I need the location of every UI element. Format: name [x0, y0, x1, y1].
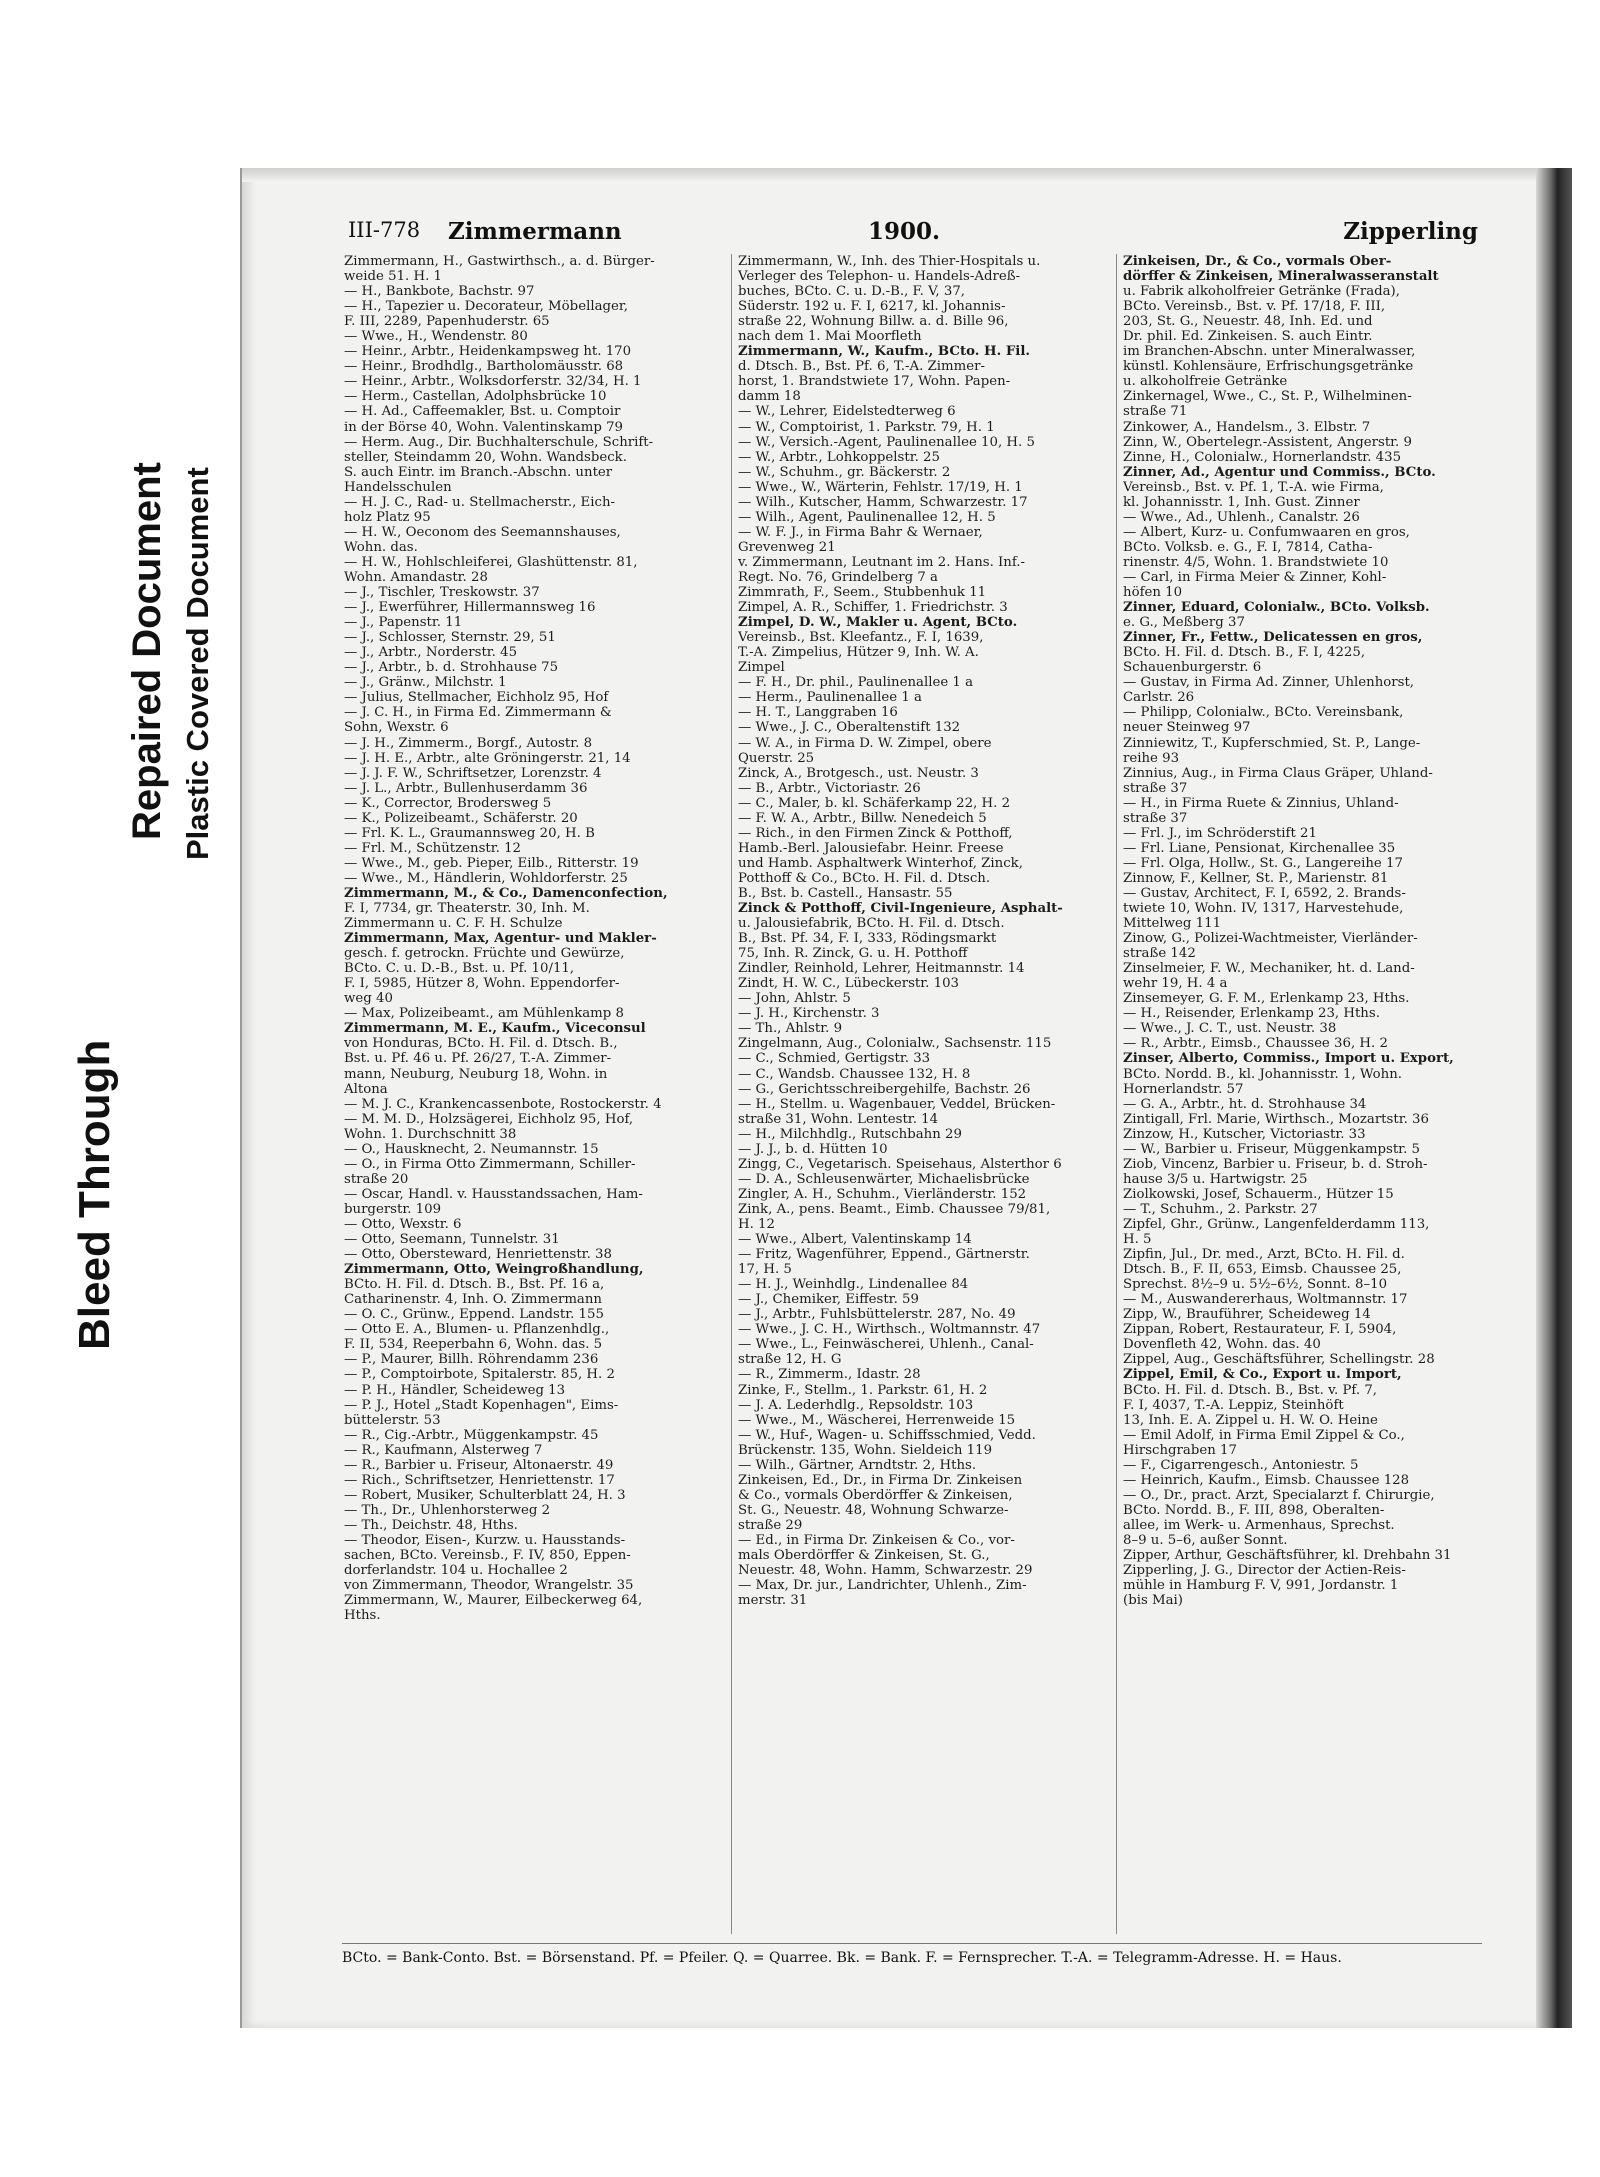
directory-entry-line: Mittelweg 111 — [1123, 916, 1222, 932]
directory-entry-line: — Oscar, Handl. v. Hausstandssachen, Ham- — [344, 1186, 643, 1202]
directory-entry-line: — G. A., Arbtr., ht. d. Strohhause 34 — [1123, 1096, 1367, 1112]
directory-entry-line: — H. J., Weinhdlg., Lindenallee 84 — [738, 1277, 969, 1293]
directory-entry-line: Zimmermann, H., Gastwirthsch., a. d. Bürger- — [344, 254, 655, 269]
directory-entry-line: Dovenfleth 42, Wohn. das. 40 — [1123, 1337, 1321, 1353]
directory-entry-line: Zinniewitz, T., Kupferschmied, St. P., Lange- — [1123, 735, 1421, 751]
directory-entry-line: — Max, Dr. jur., Landrichter, Uhlenh., Zim- — [738, 1578, 1027, 1594]
directory-entry-line: Zinke, F., Stellm., 1. Parkstr. 61, H. 2 — [738, 1382, 988, 1398]
directory-entry-line: Schauenburgerstr. 6 — [1123, 660, 1262, 676]
directory-entry-line: — W., Versich.-Agent, Paulinenallee 10, H. 5 — [738, 434, 1035, 450]
directory-entry-line: Zinck & Potthoff, Civil-Ingenieure, Asphalt- — [738, 901, 1063, 917]
directory-entry-line: Grevenweg 21 — [738, 539, 836, 555]
directory-entry-line: — Wwe., M., geb. Pieper, Eilb., Ritterstr. 19 — [344, 855, 639, 871]
directory-entry-line: Hornerlandstr. 57 — [1123, 1081, 1244, 1097]
directory-entry-line: Vereinsb., Bst. v. Pf. 1, T.-A. wie Firma, — [1123, 479, 1384, 495]
directory-entry-line: Zinow, G., Polizei-Wachtmeister, Vierländer- — [1123, 931, 1418, 947]
directory-entry-line: — K., Corrector, Brodersweg 5 — [344, 795, 552, 811]
directory-entry-line: — H. W., Oeconom des Seemannshauses, — [344, 524, 621, 540]
directory-entry-line: Zinn, W., Obertelegr.-Assistent, Angerstr. 9 — [1123, 434, 1412, 450]
directory-entry-line: — W. A., in Firma D. W. Zimpel, obere — [738, 735, 992, 751]
directory-entry-line: — Max, Polizeibeamt., am Mühlenkamp 8 — [344, 1006, 624, 1022]
directory-entry-line: F. I, 7734, gr. Theaterstr. 30, Inh. M. — [344, 901, 590, 917]
directory-entry-line: gesch. f. getrockn. Früchte und Gewürze, — [344, 946, 625, 962]
directory-entry-line: — Th., Dr., Uhlenhorsterweg 2 — [344, 1502, 551, 1518]
directory-entry-line: — H., Tapezier u. Decorateur, Möbellager, — [344, 299, 628, 315]
directory-entry-line: Zinck, A., Brotgesch., ust. Neustr. 3 — [738, 765, 979, 781]
directory-entry-line: Zindler, Reinhold, Lehrer, Heitmannstr. 14 — [738, 961, 1025, 977]
directory-entry-line: und Hamb. Asphaltwerk Winterhof, Zinck, — [738, 855, 1023, 871]
directory-entry-line: Zimmrath, F., Seem., Stubbenhuk 11 — [738, 585, 987, 601]
directory-entry-line: — R., Zimmerm., Idastr. 28 — [738, 1367, 921, 1383]
directory-entry-line: mühle in Hamburg F. V, 991, Jordanstr. 1 — [1123, 1578, 1399, 1594]
directory-entry-line: Zinkernagel, Wwe., C., St. P., Wilhelminen- — [1123, 389, 1412, 405]
directory-columns — [344, 254, 1484, 1934]
directory-entry-line: — H., Bankbote, Bachstr. 97 — [344, 284, 535, 300]
directory-entry-line: büttelerstr. 53 — [344, 1412, 441, 1428]
directory-entry-line: — Wwe., J. C., Oberaltenstift 132 — [738, 720, 961, 736]
directory-entry-line: Zinnius, Aug., in Firma Claus Gräper, Uhland- — [1123, 765, 1433, 781]
directory-entry-line: Catharinenstr. 4, Inh. O. Zimmermann — [344, 1292, 602, 1308]
directory-entry-line: — Julius, Stellmacher, Eichholz 95, Hof — [344, 690, 609, 706]
directory-entry-line: — Heinr., Arbtr., Wolksdorferstr. 32/34, H. 1 — [344, 374, 642, 390]
header-right-word: Zipperling — [1343, 218, 1478, 245]
directory-entry-line: — J. H., Kirchenstr. 3 — [738, 1006, 880, 1022]
page-binding-edge — [1536, 168, 1572, 2028]
directory-entry-line: straße 31, Wohn. Lentestr. 14 — [738, 1111, 939, 1127]
directory-entry-line: Sohn, Wexstr. 6 — [344, 720, 449, 736]
directory-entry-line: — J. L., Arbtr., Bullenhuserdamm 36 — [344, 780, 588, 796]
directory-entry-line: — Otto, Obersteward, Henriettenstr. 38 — [344, 1247, 612, 1263]
directory-entry-line: — Herm., Paulinenallee 1 a — [738, 690, 922, 706]
directory-entry-line: B., Bst. b. Castell., Hansastr. 55 — [738, 885, 953, 901]
directory-entry-line: — Frl. M., Schützenstr. 12 — [344, 840, 522, 856]
directory-entry-line: — Gustav, Architect, F. I, 6592, 2. Brands- — [1123, 885, 1406, 901]
directory-entry-line: — W., Lehrer, Eidelstedterweg 6 — [738, 404, 956, 420]
directory-entry-line: — Wwe., L., Feinwäscherei, Uhlenh., Canal- — [738, 1337, 1034, 1353]
directory-entry-line: — Gustav, in Firma Ad. Zinner, Uhlenhorst, — [1123, 675, 1415, 691]
directory-entry-line: v. Zimmermann, Leutnant im 2. Hans. Inf.- — [738, 554, 1026, 570]
directory-entry-line: Zinner, Fr., Fettw., Delicatessen en gros, — [1123, 630, 1423, 646]
directory-entry-line: — H. W., Hohlschleiferei, Glashüttenstr. 81, — [344, 554, 638, 570]
directory-entry-line: Dtsch. B., F. II, 653, Eimsb. Chaussee 25, — [1123, 1262, 1402, 1278]
directory-entry-line: Brückenstr. 135, Wohn. Sieldeich 119 — [738, 1442, 993, 1458]
directory-entry-line: — J., Schlosser, Sternstr. 29, 51 — [344, 630, 556, 646]
directory-entry-line: damm 18 — [738, 389, 801, 405]
directory-entry-line: — Wwe., Ad., Uhlenh., Canalstr. 26 — [1123, 509, 1360, 525]
directory-entry-line: — Rich., in den Firmen Zinck & Potthoff, — [738, 825, 1013, 841]
directory-entry-line: — Frl. J., im Schröderstift 21 — [1123, 825, 1317, 841]
directory-entry-line: Zimpel, A. R., Schiffer, 1. Friedrichstr. 3 — [738, 600, 1008, 616]
directory-entry-line: 203, St. G., Neuestr. 48, Inh. Ed. und — [1123, 314, 1373, 330]
directory-entry-line: — Wilh., Agent, Paulinenallee 12, H. 5 — [738, 509, 996, 525]
directory-entry-line: — Carl, in Firma Meier & Zinner, Kohl- — [1123, 569, 1387, 585]
directory-entry-line: — F. H., Dr. phil., Paulinenallee 1 a — [738, 675, 974, 691]
directory-entry-line: Potthoff & Co., BCto. H. Fil. d. Dtsch. — [738, 870, 991, 886]
directory-entry-line: — Otto E. A., Blumen- u. Pflanzenhdlg., — [344, 1322, 610, 1338]
directory-entry-line: 8–9 u. 5–6, außer Sonnt. — [1123, 1532, 1288, 1548]
directory-entry-line: — J., Arbtr., Fuhlsbüttelerstr. 287, No. 49 — [738, 1307, 1016, 1323]
directory-entry-line: Zimmermann, M. E., Kaufm., Viceconsul — [344, 1021, 646, 1037]
header-year: 1900. — [868, 218, 941, 245]
directory-entry-line: — O., in Firma Otto Zimmermann, Schiller- — [344, 1156, 636, 1172]
directory-entry-line: Zinnow, F., Kellner, St. P., Marienstr. 81 — [1123, 870, 1389, 886]
directory-entry-line: — C., Schmied, Gertigstr. 33 — [738, 1051, 931, 1067]
directory-entry-line: — Wilh., Kutscher, Hamm, Schwarzestr. 17 — [738, 494, 1028, 510]
directory-entry-line: — Philipp, Colonialw., BCto. Vereinsbank, — [1123, 705, 1404, 721]
abbreviation-footer: BCto. = Bank-Conto. Bst. = Börsenstand. Pf. = Pfeiler. Q. = Quarree. Bk. = Bank. F. = Fernsprecher. T.-A. = Telegramm-Adresse. H. = Haus. — [342, 1943, 1482, 1966]
directory-entry-line: hause 3/5 u. Hartwigstr. 25 — [1123, 1171, 1308, 1187]
directory-entry-line: Zingler, A. H., Schuhm., Vierländerstr. 152 — [738, 1186, 1027, 1202]
directory-entry-line: — J. J., b. d. Hütten 10 — [738, 1141, 888, 1157]
directory-entry-line: — Th., Deichstr. 48, Hths. — [344, 1517, 518, 1533]
directory-entry-line: Hths. — [344, 1608, 381, 1624]
directory-entry-line: Wohn. 1. Durchschnitt 38 — [344, 1126, 517, 1142]
directory-entry-line: — Wilh., Gärtner, Arndtstr. 2, Hths. — [738, 1457, 977, 1473]
directory-entry-line: Zippan, Robert, Restaurateur, F. I, 5904, — [1123, 1322, 1397, 1338]
label-repaired-document: Repaired Document — [125, 462, 169, 840]
directory-entry-line: höfen 10 — [1123, 585, 1183, 601]
directory-entry-line: — Otto, Wexstr. 6 — [344, 1217, 462, 1232]
directory-entry-line: Wohn. das. — [344, 539, 418, 555]
directory-entry-line: — H., in Firma Ruete & Zinnius, Uhland- — [1123, 795, 1399, 811]
directory-entry-line: — P., Comptoirbote, Spitalerstr. 85, H. 2 — [344, 1367, 615, 1383]
label-plastic-covered-document: Plastic Covered Document — [180, 467, 215, 860]
directory-entry-line: Regt. No. 76, Grindelberg 7 a — [738, 569, 938, 585]
directory-entry-line: — F. W. A., Arbtr., Billw. Nenedeich 5 — [738, 810, 987, 826]
directory-entry-line: burgerstr. 109 — [344, 1201, 442, 1217]
directory-entry-line: Bst. u. Pf. 46 u. Pf. 26/27, T.-A. Zimmer- — [344, 1051, 612, 1067]
directory-entry-line: sachen, BCto. Vereinsb., F. IV, 850, Eppen- — [344, 1548, 631, 1564]
directory-entry-line: — W., Huf-, Wagen- u. Schiffsschmied, Vedd. — [738, 1427, 1036, 1443]
directory-column-2 — [731, 254, 1098, 1934]
directory-entry-line: BCto. Vereinsb., Bst. v. Pf. 17/18, F. III, — [1123, 299, 1386, 315]
directory-entry-line: — M., Auswandererhaus, Woltmannstr. 17 — [1123, 1292, 1408, 1308]
directory-entry-line: — O., Dr., pract. Arzt, Specialarzt f. Chirurgie, — [1123, 1487, 1435, 1503]
directory-entry-line: 17, H. 5 — [738, 1262, 792, 1278]
directory-entry-line: — J. A. Lederhdlg., Repsoldstr. 103 — [738, 1397, 974, 1413]
directory-entry-line: Zingelmann, Aug., Colonialw., Sachsenstr. 115 — [738, 1036, 1052, 1052]
directory-entry-line: buches, BCto. C. u. D.-B., F. V, 37, — [738, 284, 966, 300]
directory-entry-line: — J. H., Zimmerm., Borgf., Autostr. 8 — [344, 735, 593, 751]
directory-entry-line: — J., Tischler, Treskowstr. 37 — [344, 585, 540, 601]
directory-entry-line: — H., Stellm. u. Wagenbauer, Veddel, Brücken- — [738, 1096, 1056, 1112]
directory-entry-line: — P., Maurer, Billh. Röhrendamm 236 — [344, 1352, 599, 1368]
directory-entry-line: Zintigall, Frl. Marie, Wirthsch., Mozartstr. 36 — [1123, 1111, 1429, 1127]
directory-entry-line: — Th., Ahlstr. 9 — [738, 1021, 843, 1037]
directory-entry-line: — Albert, Kurz- u. Confumwaaren en gros, — [1123, 524, 1410, 540]
directory-entry-line: reihe 93 — [1123, 750, 1180, 766]
directory-entry-line: u. Fabrik alkoholfreier Getränke (Frada), — [1123, 284, 1400, 300]
directory-entry-line: F. II, 534, Reeperbahn 6, Wohn. das. 5 — [344, 1337, 603, 1353]
directory-entry-line: 75, Inh. R. Zinck, G. u. H. Potthoff — [738, 946, 968, 962]
directory-entry-line: S. auch Eintr. im Branch.-Abschn. unter — [344, 464, 613, 480]
directory-entry-line: Carlstr. 26 — [1123, 690, 1195, 706]
header-left-word: Zimmermann — [448, 218, 622, 245]
directory-column-1 — [344, 254, 710, 1934]
directory-entry-line: — B., Arbtr., Victoriastr. 26 — [738, 780, 921, 796]
directory-entry-line: — O. C., Grünw., Eppend. Landstr. 155 — [344, 1307, 604, 1323]
directory-entry-line: — Heinr., Arbtr., Heidenkampsweg ht. 170 — [344, 344, 632, 360]
directory-entry-line: — C., Wandsb. Chaussee 132, H. 8 — [738, 1066, 971, 1082]
scanned-page — [240, 168, 1572, 2028]
directory-entry-line: Zimpel — [738, 660, 785, 676]
directory-entry-line: Handelsschulen — [344, 479, 452, 495]
directory-entry-line: Wohn. Amandastr. 28 — [344, 569, 488, 585]
directory-entry-line: — H. J. C., Rad- u. Stellmacherstr., Eich- — [344, 494, 616, 510]
directory-entry-line: straße 37 — [1123, 780, 1188, 796]
directory-entry-line: Zimmermann, Max, Agentur- und Makler- — [344, 931, 657, 947]
directory-entry-line: — Herm., Castellan, Adolphsbrücke 10 — [344, 389, 607, 405]
directory-entry-line: dorferlandstr. 104 u. Hochallee 2 — [344, 1563, 568, 1579]
directory-entry-line: — Wwe., H., Wendenstr. 80 — [344, 329, 528, 345]
directory-entry-line: — M. J. C., Krankencassenbote, Rostockerstr. 4 — [344, 1096, 662, 1112]
directory-entry-line: steller, Steindamm 20, Wohn. Wandsbeck. — [344, 449, 627, 465]
directory-entry-line: straße 29 — [738, 1517, 803, 1533]
directory-entry-line: — H. T., Langgraben 16 — [738, 705, 898, 721]
directory-entry-line: — W., Comptoirist, 1. Parkstr. 79, H. 1 — [738, 419, 995, 435]
directory-entry-line: — H. Ad., Caffeemakler, Bst. u. Comptoir — [344, 404, 621, 420]
directory-entry-line: 13, Inh. E. A. Zippel u. H. W. O. Heine — [1123, 1412, 1378, 1428]
directory-entry-line: Zink, A., pens. Beamt., Eimb. Chaussee 79/81, — [738, 1201, 1051, 1217]
page-header — [348, 218, 1478, 258]
directory-entry-line: Zipfin, Jul., Dr. med., Arzt, BCto. H. Fil. d. — [1123, 1247, 1405, 1263]
directory-entry-line: Zipp, W., Brauführer, Scheideweg 14 — [1123, 1307, 1371, 1323]
directory-entry-line: — Theodor, Eisen-, Kurzw. u. Hausstands- — [344, 1532, 626, 1548]
directory-entry-line: Altona — [344, 1081, 388, 1097]
page-top-edge — [242, 168, 1572, 182]
directory-entry-line: Zinzow, H., Kutscher, Victoriastr. 33 — [1123, 1126, 1366, 1142]
directory-entry-line: — Wwe., J. C. H., Wirthsch., Woltmannstr. 47 — [738, 1322, 1041, 1338]
directory-entry-line: T.-A. Zimpelius, Hützer 9, Inh. W. A. — [738, 645, 979, 661]
directory-entry-line: Zimmermann, W., Kaufm., BCto. H. Fil. — [738, 344, 1031, 360]
directory-entry-line: — R., Kaufmann, Alsterweg 7 — [344, 1442, 543, 1458]
directory-entry-line: straße 142 — [1123, 946, 1196, 962]
directory-entry-line: Zipper, Arthur, Geschäftsführer, kl. Drehbahn 31 — [1123, 1548, 1452, 1564]
directory-entry-line: — Emil Adolf, in Firma Emil Zippel & Co., — [1123, 1427, 1405, 1443]
directory-entry-line: straße 22, Wohnung Billw. a. d. Bille 96, — [738, 314, 1009, 330]
directory-column-3 — [1116, 254, 1485, 1934]
directory-entry-line: — M. M. D., Holzsägerei, Eichholz 95, Hof, — [344, 1111, 634, 1127]
directory-entry-line: horst, 1. Brandstwiete 17, Wohn. Papen- — [738, 374, 1011, 390]
label-bleed-through: Bleed Through — [70, 1039, 119, 1350]
directory-entry-line: — J. H. E., Arbtr., alte Gröningerstr. 21, 14 — [344, 750, 631, 766]
directory-entry-line: Zimmermann, W., Inh. des Thier-Hospitals u. — [738, 254, 1041, 269]
side-labels — [30, 360, 215, 1360]
directory-entry-line: — J., Arbtr., b. d. Strohhause 75 — [344, 660, 559, 676]
directory-entry-line: — Wwe., Albert, Valentinskamp 14 — [738, 1232, 972, 1248]
directory-entry-line: — John, Ahlstr. 5 — [738, 991, 851, 1007]
directory-entry-line: — F., Cigarrengesch., Antoniestr. 5 — [1123, 1457, 1359, 1473]
directory-entry-line: — Wwe., J. C. T., ust. Neustr. 38 — [1123, 1021, 1337, 1037]
directory-entry-line: — Rich., Schriftsetzer, Henriettenstr. 17 — [344, 1472, 615, 1488]
directory-entry-line: Zingg, C., Vegetarisch. Speisehaus, Alsterthor 6 — [738, 1156, 1062, 1172]
directory-entry-line: — J., Chemiker, Eiffestr. 59 — [738, 1292, 919, 1308]
directory-entry-line: twiete 10, Wohn. IV, 1317, Harvestehude, — [1123, 901, 1404, 917]
directory-entry-line: von Zimmermann, Theodor, Wrangelstr. 35 — [344, 1578, 634, 1594]
directory-entry-line: — Heinr., Brodhdlg., Bartholomäusstr. 68 — [344, 359, 624, 375]
directory-entry-line: Zinne, H., Colonialw., Hornerlandstr. 435 — [1123, 449, 1402, 465]
directory-entry-line: — Robert, Musiker, Schulterblatt 24, H. 3 — [344, 1487, 626, 1503]
directory-entry-line: Süderstr. 192 u. F. I, 6217, kl. Johannis- — [738, 299, 1006, 315]
directory-entry-line: — T., Schuhm., 2. Parkstr. 27 — [1123, 1201, 1318, 1217]
directory-entry-line: — O., Hausknecht, 2. Neumannstr. 15 — [344, 1141, 599, 1157]
directory-entry-line: — Frl. K. L., Graumannsweg 20, H. B — [344, 825, 595, 841]
directory-entry-line: F. I, 4037, T.-A. Leppiz, Steinhöft — [1123, 1397, 1344, 1413]
directory-entry-line: Zinkower, A., Handelsm., 3. Elbstr. 7 — [1123, 419, 1371, 435]
directory-entry-line: — Ed., in Firma Dr. Zinkeisen & Co., vor- — [738, 1532, 1015, 1548]
directory-entry-line: — R., Cig.-Arbtr., Müggenkampstr. 45 — [344, 1427, 599, 1443]
directory-entry-line: Hamb.-Berl. Jalousiefabr. Heinr. Freese — [738, 840, 1004, 856]
directory-entry-line: — G., Gerichtsschreibergehilfe, Bachstr. 26 — [738, 1081, 1031, 1097]
directory-entry-line: Zimmermann, M., & Co., Damenconfection, — [344, 885, 668, 901]
directory-entry-line: H. 12 — [738, 1217, 775, 1232]
directory-entry-line: Ziob, Vincenz, Barbier u. Friseur, b. d. Stroh- — [1123, 1156, 1428, 1172]
directory-entry-line: — W. F. J., in Firma Bahr & Wernaer, — [738, 524, 983, 540]
directory-entry-line: Dr. phil. Ed. Zinkeisen. S. auch Eintr. — [1123, 329, 1373, 345]
directory-entry-line: H. 5 — [1123, 1232, 1152, 1248]
directory-entry-line: BCto. H. Fil. d. Dtsch. B., F. I, 4225, — [1123, 645, 1366, 661]
directory-entry-line: weide 51. H. 1 — [344, 269, 442, 285]
directory-entry-line: Zimpel, D. W., Makler u. Agent, BCto. — [738, 615, 1018, 631]
directory-entry-line: Ziolkowski, Josef, Schauerm., Hützer 15 — [1123, 1186, 1394, 1202]
directory-entry-line: Zimmermann, W., Maurer, Eilbeckerweg 64, — [344, 1593, 643, 1609]
directory-entry-line: — H., Milchhdlg., Rutschbahn 29 — [738, 1126, 962, 1142]
directory-entry-line: Zimmermann u. C. F. H. Schulze — [344, 916, 563, 932]
directory-entry-line: — W., Barbier u. Friseur, Müggenkampstr. 5 — [1123, 1141, 1420, 1157]
directory-entry-line: — R., Arbtr., Eimsb., Chaussee 36, H. 2 — [1123, 1036, 1388, 1052]
directory-entry-line: Zippel, Aug., Geschäftsführer, Schellingstr. 28 — [1123, 1352, 1435, 1368]
directory-entry-line: — Frl. Liane, Pensionat, Kirchenallee 35 — [1123, 840, 1396, 856]
directory-entry-line: — Wwe., M., Wäscherei, Herrenweide 15 — [738, 1412, 1016, 1428]
directory-entry-line: straße 12, H. G — [738, 1352, 842, 1368]
directory-entry-line: straße 37 — [1123, 810, 1188, 826]
directory-entry-line: — Heinrich, Kaufm., Eimsb. Chaussee 128 — [1123, 1472, 1410, 1488]
directory-entry-line: straße 20 — [344, 1171, 409, 1187]
directory-entry-line: allee, im Werk- u. Armenhaus, Sprechst. — [1123, 1517, 1395, 1533]
directory-entry-line: Verleger des Telephon- u. Handels-Adreß- — [738, 269, 1021, 285]
directory-entry-line: — W., Schuhm., gr. Bäckerstr. 2 — [738, 464, 951, 480]
directory-entry-line: — Wwe., M., Händlerin, Wohldorferstr. 25 — [344, 870, 628, 886]
directory-entry-line: Zinner, Eduard, Colonialw., BCto. Volksb. — [1123, 600, 1430, 616]
directory-entry-line: mann, Neuburg, Neuburg 18, Wohn. in — [344, 1066, 608, 1082]
directory-entry-line: von Honduras, BCto. H. Fil. d. Dtsch. B., — [344, 1036, 618, 1052]
directory-entry-line: — D. A., Schleusenwärter, Michaelisbrücke — [738, 1171, 1030, 1187]
directory-entry-line: merstr. 31 — [738, 1593, 808, 1609]
directory-entry-line: — R., Barbier u. Friseur, Altonaerstr. 49 — [344, 1457, 614, 1473]
directory-entry-line: Zimmermann, Otto, Weingroßhandlung, — [344, 1262, 644, 1278]
directory-entry-line: — Otto, Seemann, Tunnelstr. 31 — [344, 1232, 560, 1248]
directory-entry-line: e. G., Meßberg 37 — [1123, 615, 1245, 631]
directory-entry-line: — Herm. Aug., Dir. Buchhalterschule, Schrift- — [344, 434, 654, 450]
directory-entry-line: St. G., Neuestr. 48, Wohnung Schwarze- — [738, 1502, 1009, 1518]
directory-entry-line: — J., Arbtr., Norderstr. 45 — [344, 645, 518, 661]
directory-entry-line: Zipfel, Ghr., Grünw., Langenfelderdamm 113, — [1123, 1217, 1430, 1232]
directory-entry-line: — W., Arbtr., Lohkoppelstr. 25 — [738, 449, 940, 465]
directory-entry-line: — Fritz, Wagenführer, Eppend., Gärtnerstr. — [738, 1247, 1030, 1263]
page-number: III-778 — [348, 218, 421, 242]
directory-entry-line: d. Dtsch. B., Bst. Pf. 6, T.-A. Zimmer- — [738, 359, 985, 375]
directory-entry-line: Zippel, Emil, & Co., Export u. Import, — [1123, 1367, 1402, 1383]
directory-entry-line: Sprechst. 8½–9 u. 5½–6½, Sonnt. 8–10 — [1123, 1277, 1388, 1293]
directory-entry-line: Zipperling, J. G., Director der Actien-Reis- — [1123, 1563, 1406, 1579]
directory-entry-line: Zinselmeier, F. W., Mechaniker, ht. d. Land- — [1123, 961, 1415, 977]
directory-entry-line: Vereinsb., Bst. Kleefantz., F. I, 1639, — [738, 630, 984, 646]
directory-entry-line: — J., Ewerführer, Hillermannsweg 16 — [344, 600, 596, 616]
directory-entry-line: Zindt, H. W. C., Lübeckerstr. 103 — [738, 976, 959, 992]
directory-entry-line: Zinner, Ad., Agentur und Commiss., BCto. — [1123, 464, 1436, 480]
directory-entry-line: — P. J., Hotel „Stadt Kopenhagen", Eims- — [344, 1397, 619, 1413]
directory-entry-line: B., Bst. Pf. 34, F. I, 333, Rödingsmarkt — [738, 931, 997, 947]
directory-entry-line: & Co., vormals Oberdörffer & Zinkeisen, — [738, 1487, 1013, 1503]
directory-entry-line: in der Börse 40, Wohn. Valentinskamp 79 — [344, 419, 624, 435]
directory-entry-line: — C., Maler, b. kl. Schäferkamp 22, H. 2 — [738, 795, 1011, 811]
directory-entry-line: rinenstr. 4/5, Wohn. 1. Brandstwiete 10 — [1123, 554, 1389, 570]
directory-entry-line: BCto. C. u. D.-B., Bst. u. Pf. 10/11, — [344, 961, 575, 977]
directory-entry-line: im Branchen-Abschn. unter Mineralwasser, — [1123, 344, 1416, 360]
directory-entry-line: — H., Reisender, Erlenkamp 23, Hths. — [1123, 1006, 1380, 1022]
directory-entry-line: künstl. Kohlensäure, Erfrischungsgetränke — [1123, 359, 1414, 375]
directory-entry-line: holz Platz 95 — [344, 509, 431, 525]
directory-entry-line: — P. H., Händler, Scheideweg 13 — [344, 1382, 566, 1398]
directory-entry-line: Hirschgraben 17 — [1123, 1442, 1237, 1458]
directory-entry-line: Neuestr. 48, Wohn. Hamm, Schwarzestr. 29 — [738, 1563, 1033, 1579]
directory-entry-line: weg 40 — [344, 991, 393, 1007]
directory-entry-line: — K., Polizeibeamt., Schäferstr. 20 — [344, 810, 578, 826]
directory-entry-line: mals Oberdörffer & Zinkeisen, St. G., — [738, 1548, 990, 1564]
directory-entry-line: neuer Steinweg 97 — [1123, 720, 1251, 736]
directory-entry-line: BCto. Volksb. e. G., F. I, 7814, Catha- — [1123, 539, 1373, 555]
directory-entry-line: wehr 19, H. 4 a — [1123, 976, 1228, 992]
directory-entry-line: Zinkeisen, Ed., Dr., in Firma Dr. Zinkeisen — [738, 1472, 1023, 1488]
directory-entry-line: Zinsemeyer, G. F. M., Erlenkamp 23, Hths. — [1123, 991, 1410, 1007]
directory-entry-line: u. Jalousiefabrik, BCto. H. Fil. d. Dtsch. — [738, 916, 1005, 932]
directory-entry-line: (bis Mai) — [1123, 1593, 1183, 1609]
directory-entry-line: straße 71 — [1123, 404, 1188, 420]
directory-entry-line: dörffer & Zinkeisen, Mineralwasseranstalt — [1123, 269, 1439, 285]
directory-entry-line: — J. J. F. W., Schriftsetzer, Lorenzstr. 4 — [344, 765, 602, 781]
directory-entry-line: — J., Papenstr. 11 — [344, 615, 463, 631]
directory-entry-line: BCto. Nordd. B., F. III, 898, Oberalten- — [1123, 1502, 1385, 1518]
directory-entry-line: F. I, 5985, Hützer 8, Wohn. Eppendorfer- — [344, 976, 620, 992]
directory-entry-line: u. alkoholfreie Getränke — [1123, 374, 1288, 390]
directory-entry-line: kl. Johannisstr. 1, Inh. Gust. Zinner — [1123, 494, 1360, 510]
directory-entry-line: — J. C. H., in Firma Ed. Zimmermann & — [344, 705, 612, 721]
directory-entry-line: F. III, 2289, Papenhuderstr. 65 — [344, 314, 550, 330]
directory-entry-line: — Wwe., W., Wärterin, Fehlstr. 17/19, H. 1 — [738, 479, 1023, 495]
directory-entry-line: BCto. Nordd. B., kl. Johannisstr. 1, Wohn. — [1123, 1066, 1403, 1082]
directory-entry-line: BCto. H. Fil. d. Dtsch. B., Bst. v. Pf. 7, — [1123, 1382, 1378, 1398]
directory-entry-line: — Frl. Olga, Hollw., St. G., Langereihe 17 — [1123, 855, 1403, 871]
directory-entry-line: Zinkeisen, Dr., & Co., vormals Ober- — [1123, 254, 1392, 269]
directory-entry-line: — J., Gränw., Milchstr. 1 — [344, 675, 507, 691]
directory-entry-line: Zinser, Alberto, Commiss., Import u. Export, — [1123, 1051, 1454, 1067]
directory-entry-line: Querstr. 25 — [738, 750, 815, 766]
directory-entry-line: nach dem 1. Mai Moorfleth — [738, 329, 922, 345]
directory-entry-line: BCto. H. Fil. d. Dtsch. B., Bst. Pf. 16 a, — [344, 1277, 605, 1293]
